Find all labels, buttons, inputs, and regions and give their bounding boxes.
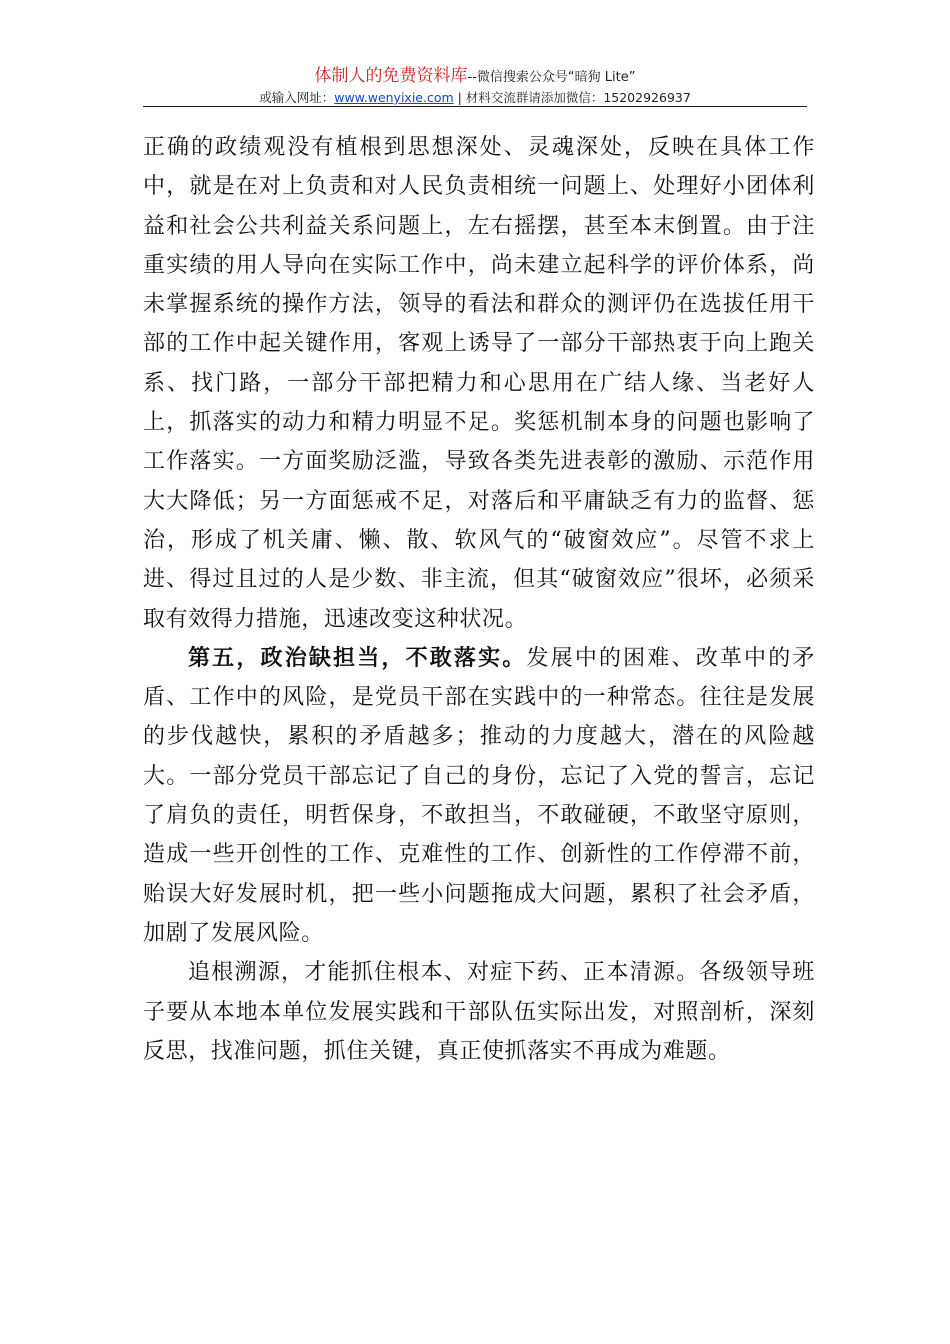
document-body (143, 128, 815, 1071)
page-header (143, 66, 807, 106)
header-title-line (143, 66, 807, 88)
header-url-prefix: 或输入网址： (259, 90, 335, 105)
paragraph-2-lead: 第五，政治缺担当，不敢落实。 (188, 645, 527, 671)
header-url-link[interactable]: www.wenyixie.com (334, 90, 454, 105)
paragraph-2 (143, 639, 815, 953)
paragraph-1: 正确的政绩观没有植根到思想深处、灵魂深处，反映在具体工作中，就是在对上负责和对人民负责相统一问题上、处理好小团体利益和社会公共利益关系问题上，左右摇摆，甚至本末倒置。由于注重实绩的用人导向在实际工作中，尚未建立起科学的评价体系，尚未掌握系统的操作方法，领导的看法和群众的测评仍在选拔任用干部的工作中起关键作用，客观上诱导了一部分干部热衷于向上跑关系、找门路，一部分干部把精力和心思用在广结人缘、当老好人上，抓落实的动力和精力明显不足。奖惩机制本身的问题也影响了工作落实。一方面奖励泛滥，导致各类先进表彰的激励、示范作用大大降低；另一方面惩戒不足，对落后和平庸缺乏有力的监督、惩治，形成了机关庸、懒、散、软风气的“破窗效应”。尽管不求上进、得过且过的人是少数、非主流，但其“破窗效应”很坏，必须采取有效得力措施，迅速改变这种状况。 (143, 135, 815, 632)
header-info-line (143, 90, 807, 106)
header-brand: 体制人的免费资料库 (314, 66, 468, 86)
paragraph-2-text: 发展中的困难、改革中的矛盾、工作中的风险，是党员干部在实践中的一种常态。往往是发展的步伐越快，累积的矛盾越多；推动的力度越大，潜在的风险越大。一部分党员干部忘记了自己的身份，忘记了入党的誓言，忘记了肩负的责任，明哲保身，不敢担当，不敢碰硬，不敢坚守原则，造成一些开创性的工作、克难性的工作、创新性的工作停滞不前，贻误大好发展时机，把一些小问题拖成大问题，累积了社会矛盾，加剧了发展风险。 (143, 645, 816, 946)
header-subtitle: --微信搜索公众号“暗狗 Lite” (467, 70, 636, 85)
header-contact: | 材料交流群请添加微信：15202926937 (453, 90, 691, 105)
paragraph-3: 追根溯源，才能抓住根本、对症下药、正本清源。各级领导班子要从本地本单位发展实践和干部队伍实际出发，对照剖析，深刻反思，找准问题，抓住关键，真正使抓落实不再成为难题。 (143, 960, 815, 1064)
header-divider (143, 106, 807, 107)
